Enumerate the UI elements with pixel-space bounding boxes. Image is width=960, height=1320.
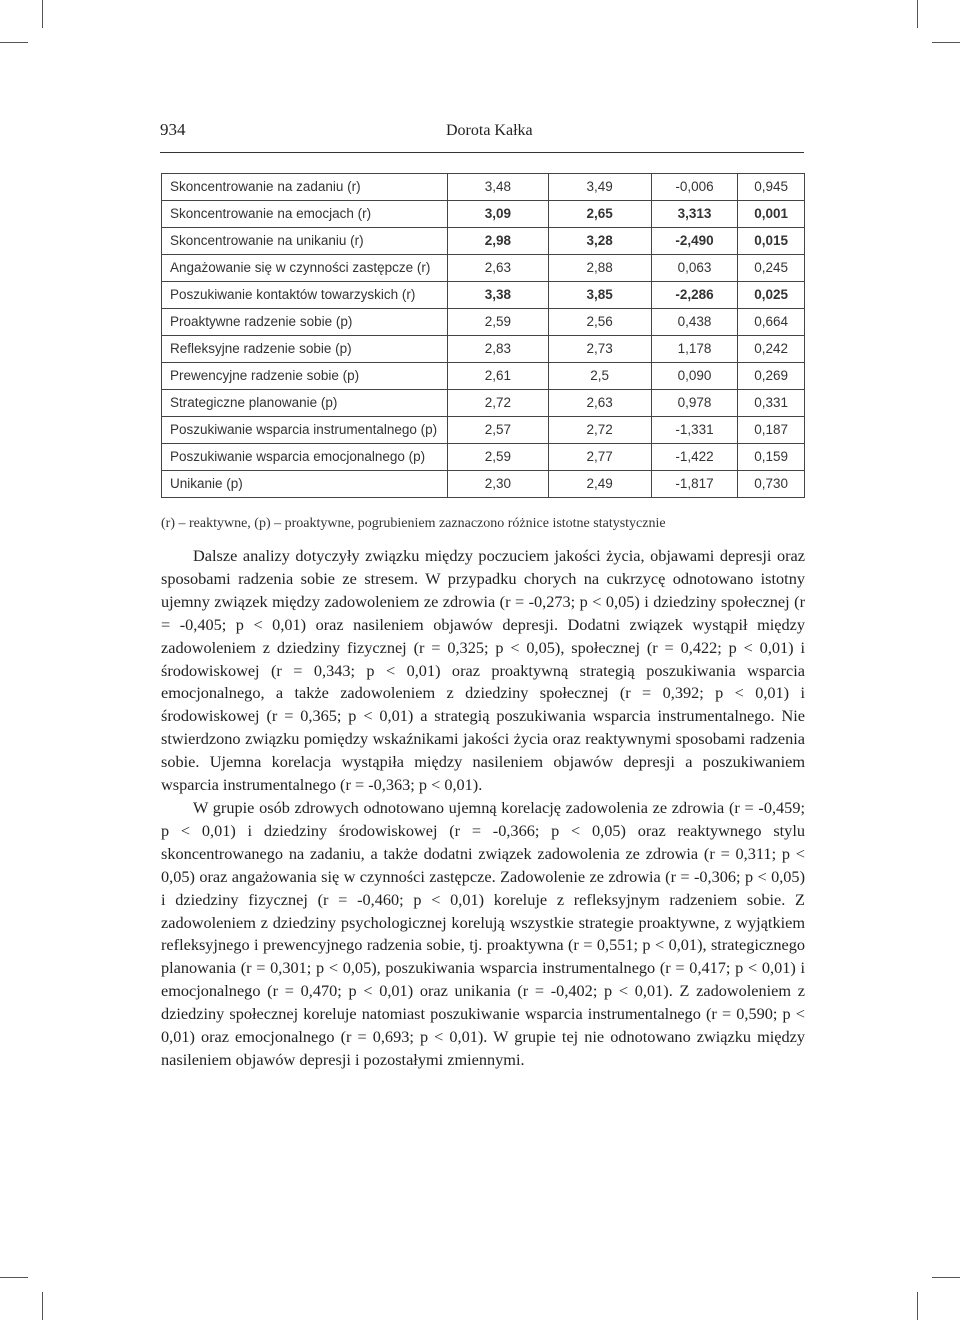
value-cell: 2,49 [548, 471, 651, 498]
crop-mark [932, 42, 960, 43]
table-row [162, 363, 805, 390]
value-cell: 2,63 [548, 390, 651, 417]
table-row [162, 390, 805, 417]
value-cell: 2,65 [548, 201, 651, 228]
value-cell: 2,63 [448, 255, 548, 282]
crop-mark [0, 1277, 28, 1278]
value-cell: 0,945 [738, 174, 805, 201]
value-cell: 2,30 [448, 471, 548, 498]
value-cell: 3,313 [651, 201, 738, 228]
crop-mark [932, 1277, 960, 1278]
value-cell: 2,56 [548, 309, 651, 336]
table-row [162, 471, 805, 498]
value-cell: 0,664 [738, 309, 805, 336]
value-cell: 0,245 [738, 255, 805, 282]
running-head: Dorota Kałka [446, 122, 533, 139]
paragraph: W grupie osób zdrowych odnotowano ujemną korelację zadowolenia ze zdrowia (r = -0,459; p < 0,01) i dziedziny środowiskowej (r = -0,366; p < 0,05) oraz reaktywnego stylu skoncentrowanego na zadaniu, a także dodatni związek zadowolenia ze zdrowia (r = 0,311; p < 0,05) oraz angażowania się w czynności zastępcze. Zadowolenie ze zdrowia (r = -0,306; p < 0,05) i dziedziny fizycznej (r = -0,460; p < 0,01) koreluje z refleksyjnym radzeniem sobie. Z zadowoleniem z dziedziny psychologicznej korelują wszystkie strategie proaktywne, z wyjątkiem refleksyjnego i prewencyjnego radzenia sobie, tj. proaktywna (r = 0,551; p < 0,01), strategicznego planowania (r = 0,301; p < 0,05), poszukiwania wsparcia instrumentalnego (r = 0,417; p < 0,01) i emocjonalnego (r = 0,470; p < 0,01) oraz unikania (r = -0,402; p < 0,01). Z zadowoleniem z dziedziny społecznej koreluje natomiast poszukiwanie wsparcia instrumentalnego (r = 0,590; p < 0,01) oraz emocjonalnego (r = 0,693; p < 0,01). W grupie tej nie odnotowano związku między nasileniem objawów depresji i pozostałymi zmiennymi. [161, 797, 805, 1069]
value-cell: 2,59 [448, 444, 548, 471]
table-row [162, 282, 805, 309]
row-label: Refleksyjne radzenie sobie (p) [162, 336, 448, 363]
value-cell: 2,59 [448, 309, 548, 336]
table-row [162, 309, 805, 336]
crop-mark [42, 1292, 43, 1320]
value-cell: 0,269 [738, 363, 805, 390]
value-cell: -0,006 [651, 174, 738, 201]
value-cell: 0,025 [738, 282, 805, 309]
value-cell: 0,187 [738, 417, 805, 444]
value-cell: 3,38 [448, 282, 548, 309]
value-cell: 2,72 [448, 390, 548, 417]
value-cell: 2,88 [548, 255, 651, 282]
row-label: Skoncentrowanie na zadaniu (r) [162, 174, 448, 201]
value-cell: 2,77 [548, 444, 651, 471]
value-cell: 0,978 [651, 390, 738, 417]
crop-mark [917, 1292, 918, 1320]
table-row [162, 255, 805, 282]
value-cell: 2,73 [548, 336, 651, 363]
value-cell: 0,001 [738, 201, 805, 228]
table-note: (r) – reaktywne, (p) – proaktywne, pogrubieniem zaznaczono różnice istotne statystycznie [161, 516, 666, 531]
value-cell: 1,178 [651, 336, 738, 363]
coping-strategies-table [161, 173, 805, 498]
page-header [160, 118, 804, 153]
row-label: Angażowanie się w czynności zastępcze (r) [162, 255, 448, 282]
value-cell: 2,57 [448, 417, 548, 444]
row-label: Skoncentrowanie na emocjach (r) [162, 201, 448, 228]
value-cell: 3,85 [548, 282, 651, 309]
row-label: Poszukiwanie kontaktów towarzyskich (r) [162, 282, 448, 309]
page-number: 934 [160, 120, 186, 139]
value-cell: -1,817 [651, 471, 738, 498]
value-cell: -1,331 [651, 417, 738, 444]
value-cell: -1,422 [651, 444, 738, 471]
value-cell: 0,090 [651, 363, 738, 390]
value-cell: 3,48 [448, 174, 548, 201]
value-cell: 3,09 [448, 201, 548, 228]
table-row [162, 336, 805, 363]
value-cell: 0,438 [651, 309, 738, 336]
value-cell: 0,730 [738, 471, 805, 498]
table-row [162, 417, 805, 444]
value-cell: 2,5 [548, 363, 651, 390]
value-cell: -2,490 [651, 228, 738, 255]
row-label: Unikanie (p) [162, 471, 448, 498]
crop-mark [917, 0, 918, 28]
row-label: Proaktywne radzenie sobie (p) [162, 309, 448, 336]
crop-mark [42, 0, 43, 28]
crop-mark [0, 42, 28, 43]
value-cell: 0,159 [738, 444, 805, 471]
row-label: Strategiczne planowanie (p) [162, 390, 448, 417]
row-label: Poszukiwanie wsparcia emocjonalnego (p) [162, 444, 448, 471]
table-row [162, 444, 805, 471]
row-label: Prewencyjne radzenie sobie (p) [162, 363, 448, 390]
value-cell: 2,61 [448, 363, 548, 390]
value-cell: 0,015 [738, 228, 805, 255]
value-cell: 2,98 [448, 228, 548, 255]
row-label: Skoncentrowanie na unikaniu (r) [162, 228, 448, 255]
table-row [162, 228, 805, 255]
paragraph: Dalsze analizy dotyczyły związku między poczuciem jakości życia, objawami depresji oraz sposobami radzenia sobie ze stresem. W przypadku chorych na cukrzycę odnotowano istotny ujemny związek między zadowoleniem ze zdrowia (r = -0,273; p < 0,05) i dziedziny społecznej (r = -0,405; p < 0,01) oraz nasileniem objawów depresji. Dodatni związek wystąpił między zadowoleniem z dziedziny fizycznej (r = 0,325; p < 0,05), społecznej (r = 0,422; p < 0,01) i środowiskowej (r = 0,343; p < 0,01) oraz proaktywną strategią poszukiwania wsparcia emocjonalnego, a także zadowoleniem z dziedziny społecznej (r = 0,392; p < 0,01) i środowiskowej (r = 0,365; p < 0,01) a strategią poszukiwania wsparcia instrumentalnego. Nie stwierdzono związku pomiędzy wskaźnikami jakości życia oraz reaktywnymi sposobami radzenia sobie. Ujemna korelacja wystąpiła między nasileniem objawów depresji a poszukiwaniem wsparcia instrumentalnego (r = -0,363; p < 0,01). [161, 546, 805, 795]
value-cell: 0,063 [651, 255, 738, 282]
value-cell: 0,331 [738, 390, 805, 417]
value-cell: 2,72 [548, 417, 651, 444]
table-row [162, 174, 805, 201]
value-cell: 3,49 [548, 174, 651, 201]
value-cell: 2,83 [448, 336, 548, 363]
value-cell: -2,286 [651, 282, 738, 309]
value-cell: 0,242 [738, 336, 805, 363]
table-row [162, 201, 805, 228]
row-label: Poszukiwanie wsparcia instrumentalnego (p) [162, 417, 448, 444]
value-cell: 3,28 [548, 228, 651, 255]
body-text [161, 545, 805, 1072]
